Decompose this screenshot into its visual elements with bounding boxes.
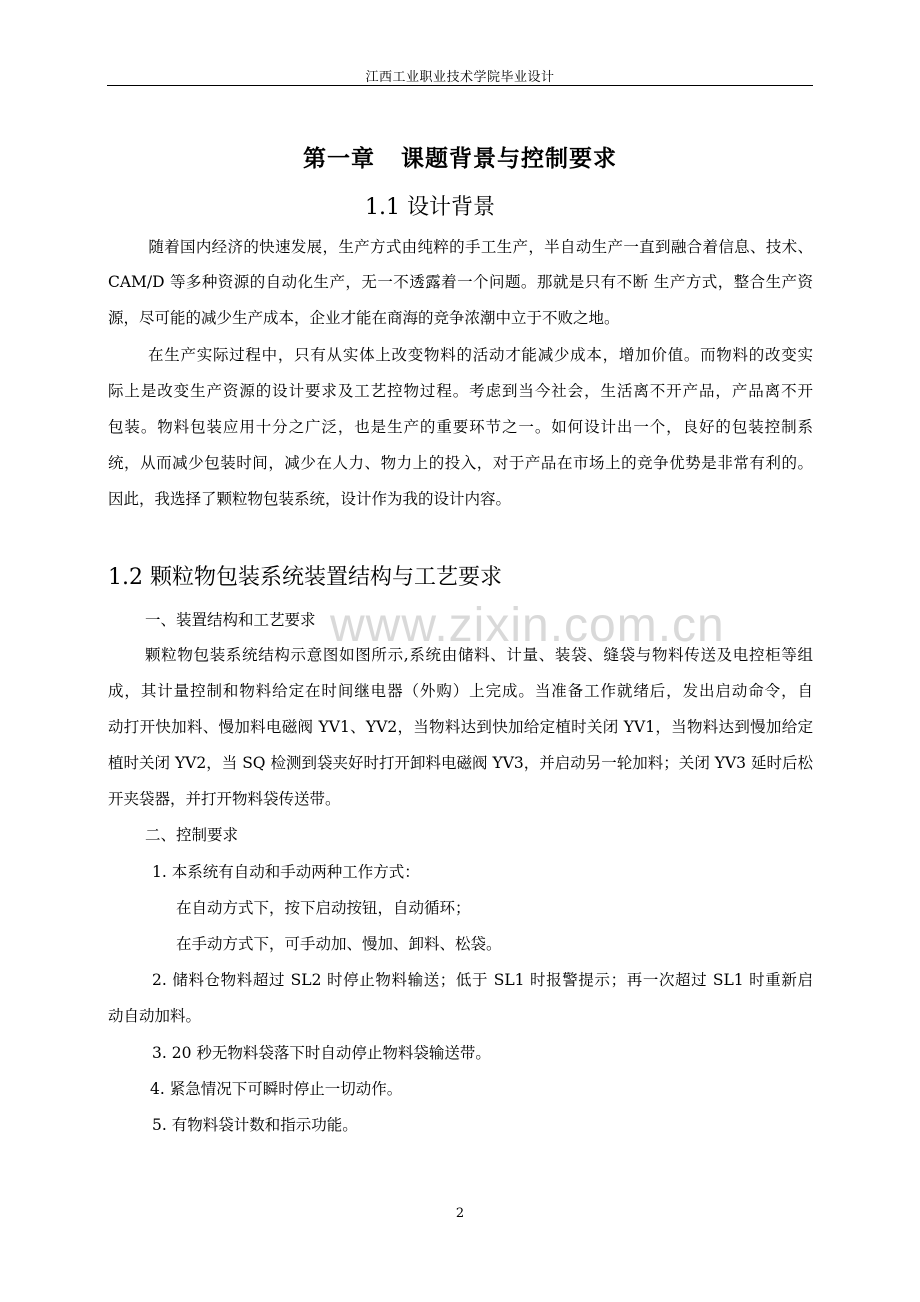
requirement-item-2-continued: 动自动加料。 bbox=[108, 1007, 202, 1025]
subheading-structure: 一、装置结构和工艺要求 bbox=[145, 611, 316, 629]
paragraph-line: 包装。物料包装应用十分之广泛，也是生产的重要环节之一。如何设计出一个，良好的包装控制系 bbox=[108, 418, 813, 436]
requirement-item-4: 4. 紧急情况下可瞬时停止一切动作。 bbox=[150, 1080, 403, 1098]
requirement-item-1b: 在手动方式下，可手动加、慢加、卸料、松袋。 bbox=[176, 935, 502, 953]
requirement-item-3: 3. 20 秒无物料袋落下时自动停止物料袋输送带。 bbox=[152, 1044, 491, 1062]
paragraph-line: CAM/D 等多种资源的自动化生产，无一不透露着一个问题。那就是只有不断 生产方式，整合生产资 bbox=[108, 273, 813, 291]
paragraph-line: 际上是改变生产资源的设计要求及工艺控物过程。考虑到当今社会，生活离不开产品，产品离不开 bbox=[108, 382, 813, 400]
paragraph-line: 统，从而减少包装时间，减少在人力、物力上的投入，对于产品在市场上的竞争优势是非常有利的。 bbox=[108, 454, 813, 472]
requirement-item-1: 1. 本系统有自动和手动两种工作方式： bbox=[152, 863, 420, 881]
chapter-label: 第一章 bbox=[303, 145, 375, 172]
requirement-item-5: 5. 有物料袋计数和指示功能。 bbox=[152, 1116, 358, 1134]
paragraph-line: 源，尽可能的减少生产成本，企业才能在商海的竞争浓潮中立于不败之地。 bbox=[108, 309, 620, 327]
section-1-2-heading: 1.2 颗粒物包装系统装置结构与工艺要求 bbox=[108, 565, 502, 590]
paragraph-line: 随着国内经济的快速发展，生产方式由纯粹的手工生产，半自动生产一直到融合着信息、技术、 bbox=[148, 238, 813, 256]
paragraph-line: 动打开快加料、慢加料电磁阀 YV1、YV2，当物料达到快加给定植时关闭 YV1，当物料达到慢加给定 bbox=[108, 718, 813, 736]
paragraph-line: 植时关闭 YV2，当 SQ 检测到袋夹好时打开卸料电磁阀 YV3，并启动另一轮加料；关闭 YV3 延时后松 bbox=[108, 754, 813, 772]
requirement-item-1a: 在自动方式下，按下启动按钮，自动循环； bbox=[176, 899, 471, 917]
paragraph-line: 在生产实际过程中，只有从实体上改变物料的活动才能减少成本，增加价值。而物料的改变实 bbox=[148, 346, 813, 364]
paragraph-line: 颗粒物包装系统结构示意图如图所示,系统由储料、计量、装袋、缝袋与物料传送及电控柜等组 bbox=[145, 646, 813, 664]
paragraph-line: 因此，我选择了颗粒物包装系统，设计作为我的设计内容。 bbox=[108, 490, 512, 508]
subheading-control-requirements: 二、控制要求 bbox=[145, 826, 239, 844]
watermark: www.zixin.com.cn bbox=[330, 599, 725, 652]
section-1-1-heading: 1.1 设计背景 bbox=[365, 195, 495, 220]
paragraph-line: 成，其计量控制和物料给定在时间继电器（外购）上完成。当准备工作就绪后，发出启动命令，自 bbox=[108, 682, 813, 700]
chapter-title bbox=[0, 140, 920, 173]
header-divider bbox=[107, 85, 813, 86]
page-number: 2 bbox=[455, 1206, 465, 1221]
paragraph-line: 开夹袋器，并打开物料袋传送带。 bbox=[108, 790, 341, 808]
chapter-name: 课题背景与控制要求 bbox=[401, 145, 617, 172]
running-header: 江西工业职业技术学院毕业设计 bbox=[365, 70, 555, 85]
requirement-item-2: 2. 储料仓物料超过 SL2 时停止物料输送；低于 SL1 时报警提示；再一次超过 SL1 时重新启 bbox=[152, 971, 813, 989]
